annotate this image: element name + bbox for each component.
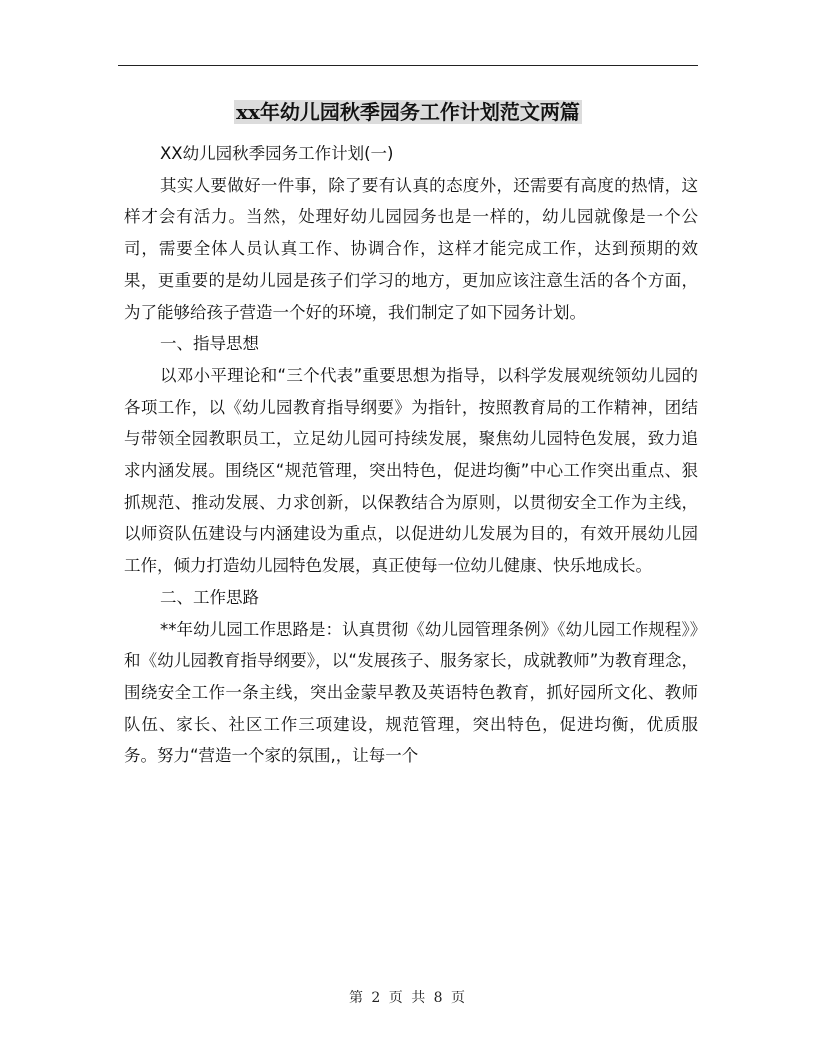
paragraph-intro: 其实人要做好一件事，除了要有认真的态度外，还需要有高度的热情，这样才会有活力。当然，处理好幼儿园园务也是一样的，幼儿园就像是一个公司，需要全体人员认真工作、协调合作，这样才能完成工作，达到预期的效果，更重要的是幼儿园是孩子们学习的地方，更加应该注意生活的各个方面，为了能够给孩子营造一个好的环境，我们制定了如下园务计划。 <box>124 175 698 322</box>
page-footer: 第 2 页 共 8 页 <box>348 990 468 1006</box>
document-body <box>124 138 698 772</box>
header-rule <box>118 65 698 66</box>
plan-subtitle: XX幼儿园秋季园务工作计划(一) <box>160 144 394 163</box>
document-title <box>118 98 698 126</box>
section-heading-guiding-ideology: 一、指导思想 <box>160 334 259 354</box>
document-title-text: xx年幼儿园秋季园务工作计划范文两篇 <box>236 100 580 124</box>
section-heading-work-approach: 二、工作思路 <box>160 587 259 607</box>
paragraph-work-approach: **年幼儿园工作思路是：认真贯彻《幼儿园管理条例》《幼儿园工作规程》》和《幼儿园教育指导纲要》，以“发展孩子、服务家长，成就教师”为教育理念，围绕安全工作一条主线，突出金蒙早教及英语特色教育，抓好园所文化、教师队伍、家长、社区工作三项建设，规范管理，突出特色，促进均衡，优质服务。努力“营造一个家的氛围,，让每一个 <box>124 619 698 766</box>
paragraph-guiding-ideology: 以邓小平理论和“三个代表”重要思想为指导，以科学发展观统领幼儿园的各项工作，以《幼儿园教育指导纲要》为指针，按照教育局的工作精神，团结与带领全园教职员工，立足幼儿园可持续发展，聚焦幼儿园特色发展，致力追求内涵发展。围绕区“规范管理，突出特色，促进均衡”中心工作突出重点、狠抓规范、推动发展、力求创新，以保教结合为原则，以贯彻安全工作为主线，以师资队伍建设与内涵建设为重点，以促进幼儿发展为目的，有效开展幼儿园工作，倾力打造幼儿园特色发展，真正使每一位幼儿健康、快乐地成长。 <box>124 365 698 576</box>
